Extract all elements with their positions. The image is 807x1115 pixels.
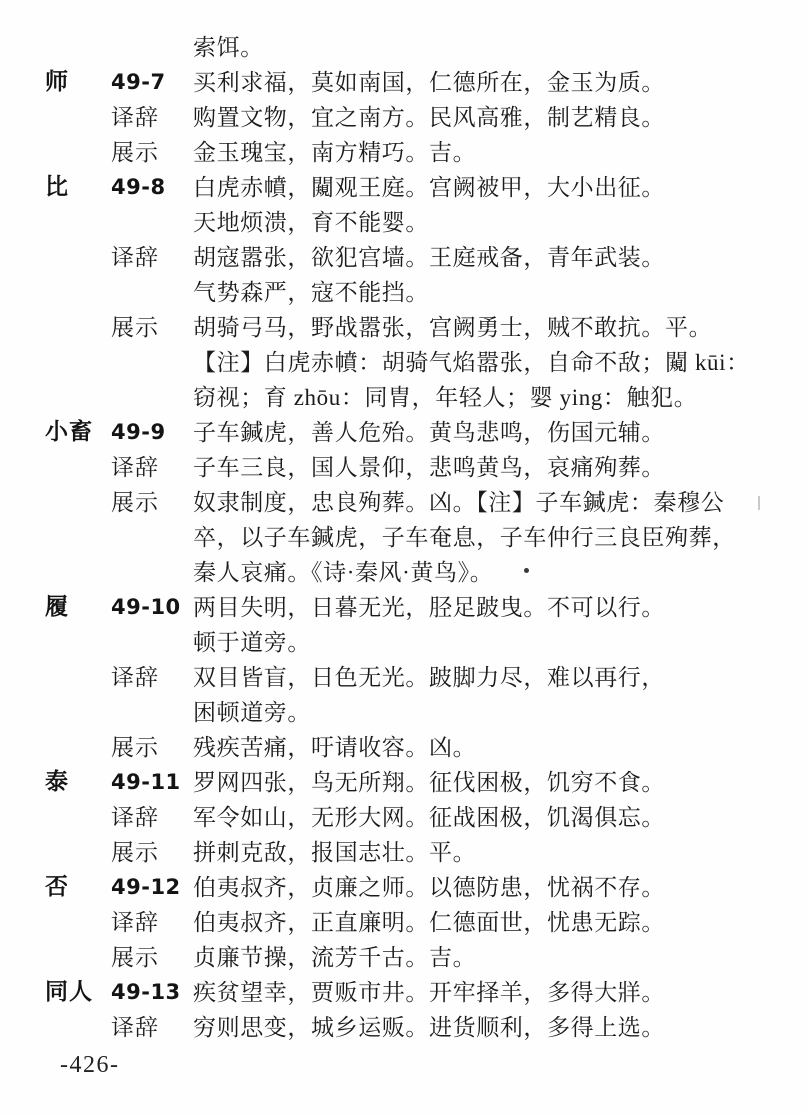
section-label: 译辞 — [111, 910, 159, 935]
section-label: 译辞 — [111, 105, 159, 130]
line-text: 窃视；育 zhōu：同胄，年轻人；婴 ying：触犯。 — [193, 385, 698, 410]
line-text: 天地烦溃，育不能婴。 — [193, 210, 429, 235]
text-line — [0, 800, 807, 835]
text-line — [0, 30, 807, 65]
page-number: -426- — [60, 1052, 120, 1078]
text-line — [0, 100, 807, 135]
text-line — [0, 310, 807, 345]
text-line — [0, 975, 807, 1010]
section-label: 展示 — [111, 735, 159, 760]
text-line — [0, 660, 807, 695]
line-text: 卒，以子车鍼虎，子车奄息，子车仲行三良臣殉葬， — [193, 525, 736, 550]
line-text: 两目失明，日暮无光，胫足跛曳。不可以行。 — [193, 595, 665, 620]
line-text: 索饵。 — [193, 35, 264, 60]
section-label: 49-10 — [111, 595, 181, 619]
text-line — [0, 765, 807, 800]
section-label: 译辞 — [111, 455, 159, 480]
section-label: 展示 — [111, 140, 159, 165]
line-text: 军令如山，无形大网。征战困极，饥渴俱忘。 — [193, 805, 665, 830]
section-label: 译辞 — [111, 1015, 159, 1040]
section-label: 49-12 — [111, 875, 181, 899]
section-label: 展示 — [111, 315, 159, 340]
text-line — [0, 65, 807, 100]
text-line — [0, 590, 807, 625]
section-label: 译辞 — [111, 665, 159, 690]
section-label: 展示 — [111, 945, 159, 970]
line-text: 购置文物，宜之南方。民风高雅，制艺精良。 — [193, 105, 665, 130]
section-label: 展示 — [111, 490, 159, 515]
text-line — [0, 555, 807, 590]
line-text: 【注】白虎赤幩：胡骑气焰嚣张，自命不敌；闚 kūi： — [193, 350, 750, 375]
text-line — [0, 870, 807, 905]
text-line — [0, 415, 807, 450]
hexagram-label: 小畜 — [45, 419, 93, 445]
hexagram-label: 泰 — [45, 769, 69, 795]
hexagram-label: 同人 — [45, 979, 93, 1005]
text-line — [0, 730, 807, 765]
text-line — [0, 695, 807, 730]
line-text: 胡寇嚣张，欲犯宫墙。王庭戒备，青年武装。 — [193, 245, 665, 270]
line-text: 子车三良，国人景仰，悲鸣黄鸟，哀痛殉葬。 — [193, 455, 665, 480]
line-text: 子车鍼虎，善人危殆。黄鸟悲鸣，伤国元辅。 — [193, 420, 665, 445]
line-text: 伯夷叔齐，贞廉之师。以德防患，忧祸不存。 — [193, 875, 665, 900]
section-label: 49-9 — [111, 420, 166, 444]
hexagram-label: 比 — [45, 174, 69, 200]
section-label: 49-7 — [111, 70, 166, 94]
text-line — [0, 135, 807, 170]
scan-speck-dot — [524, 568, 529, 573]
line-text: 胡骑弓马，野战嚣张，宫阙勇士，贼不敢抗。平。 — [193, 315, 713, 340]
text-line — [0, 905, 807, 940]
section-label: 译辞 — [111, 245, 159, 270]
line-text: 残疾苦痛，吁请收容。凶。 — [193, 735, 477, 760]
line-text: 顿于道旁。 — [193, 630, 311, 655]
line-text: 伯夷叔齐，正直廉明。仁德面世，忧患无踪。 — [193, 910, 665, 935]
section-label: 展示 — [111, 840, 159, 865]
text-line — [0, 835, 807, 870]
entries — [0, 30, 807, 1045]
line-text: 买利求福，莫如南国，仁德所在，金玉为质。 — [193, 70, 665, 95]
section-label: 译辞 — [111, 805, 159, 830]
line-text: 疾贫望幸，贾贩市井。开牢择羊，多得大牂。 — [193, 980, 665, 1005]
text-line — [0, 170, 807, 205]
scan-speck-line — [758, 496, 760, 510]
line-text: 金玉瑰宝，南方精巧。吉。 — [193, 140, 477, 165]
section-label: 49-13 — [111, 980, 181, 1004]
text-line — [0, 240, 807, 275]
line-text: 气势森严，寇不能挡。 — [193, 280, 429, 305]
text-line — [0, 205, 807, 240]
text-line — [0, 380, 807, 415]
text-line — [0, 520, 807, 555]
section-label: 49-11 — [111, 770, 181, 794]
line-text: 奴隶制度，忠良殉葬。凶。【注】子车鍼虎：秦穆公 — [193, 490, 725, 515]
line-text: 贞廉节操，流芳千古。吉。 — [193, 945, 477, 970]
section-label: 49-8 — [111, 175, 166, 199]
line-text: 穷则思变，城乡运贩。进货顺利，多得上选。 — [193, 1015, 665, 1040]
text-line — [0, 275, 807, 310]
line-text: 白虎赤幩，闚观王庭。宫阙被甲，大小出征。 — [193, 175, 665, 200]
text-line — [0, 625, 807, 660]
hexagram-label: 师 — [45, 69, 69, 95]
text-line — [0, 345, 807, 380]
hexagram-label: 履 — [45, 594, 69, 620]
line-text: 双目皆盲，日色无光。跛脚力尽，难以再行， — [193, 665, 665, 690]
text-line — [0, 450, 807, 485]
line-text: 拼刺克敌，报国志壮。平。 — [193, 840, 477, 865]
text-line — [0, 485, 807, 520]
line-text: 秦人哀痛。《诗·秦风·黄鸟》。 — [193, 560, 494, 585]
line-text: 罗网四张，鸟无所翔。征伐困极，饥穷不食。 — [193, 770, 665, 795]
text-line — [0, 1010, 807, 1045]
line-text: 困顿道旁。 — [193, 700, 311, 725]
text-line — [0, 940, 807, 975]
hexagram-label: 否 — [45, 874, 69, 900]
